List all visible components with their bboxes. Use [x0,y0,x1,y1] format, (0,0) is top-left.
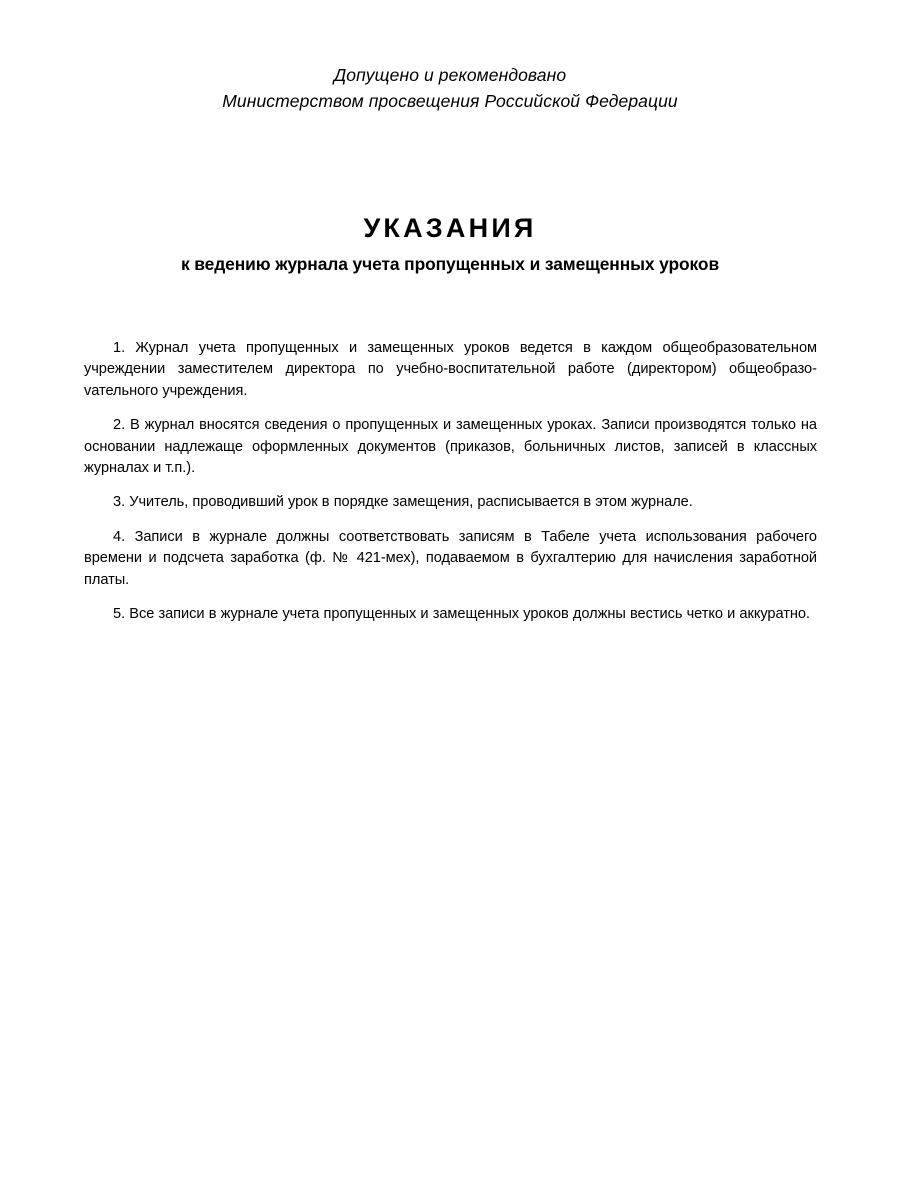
instruction-paragraph-1: 1. Журнал учета пропущенных и замещенных уроков ведется в каждом общеобразовательном учреждении заместителем директора по учебно-воспитательной работе (директором) общеобразоvательного учреждения. [84,340,817,399]
approval-statement [0,62,900,114]
page-subtitle: к ведению журнала учета пропущенных и замещенных уроков [180,254,720,274]
instructions-list [84,338,817,625]
approval-line-1: Допущено и рекомендовано [333,65,567,85]
instruction-paragraph-5: 5. Все записи в журнале учета пропущенных и замещенных уроков должны вестись четко и аккуратно. [113,606,810,623]
instruction-paragraph-2: 2. В журнал вносятся сведения о пропущенных и замещенных уроках. Записи производятся только на основании надлежаще оформленных документов (приказов, больничных листов, записей в классных журналах и т.п.). [84,417,817,477]
title-block [0,212,900,290]
instruction-paragraph-4: 4. Записи в журнале должны соответствовать записям в Табеле учета использования рабочего времени и подсчета заработка (ф. № 421-мех), подаваемом в бухгалтерию для начисления заработной платы. [84,528,817,588]
instruction-paragraph-3: 3. Учитель, проводивший урок в порядке замещения, расписывается в этом журнале. [113,494,693,511]
page-title: УКАЗАНИЯ [363,213,537,243]
approval-line-2: Министерством просвещения Российской Федерации [222,91,678,111]
